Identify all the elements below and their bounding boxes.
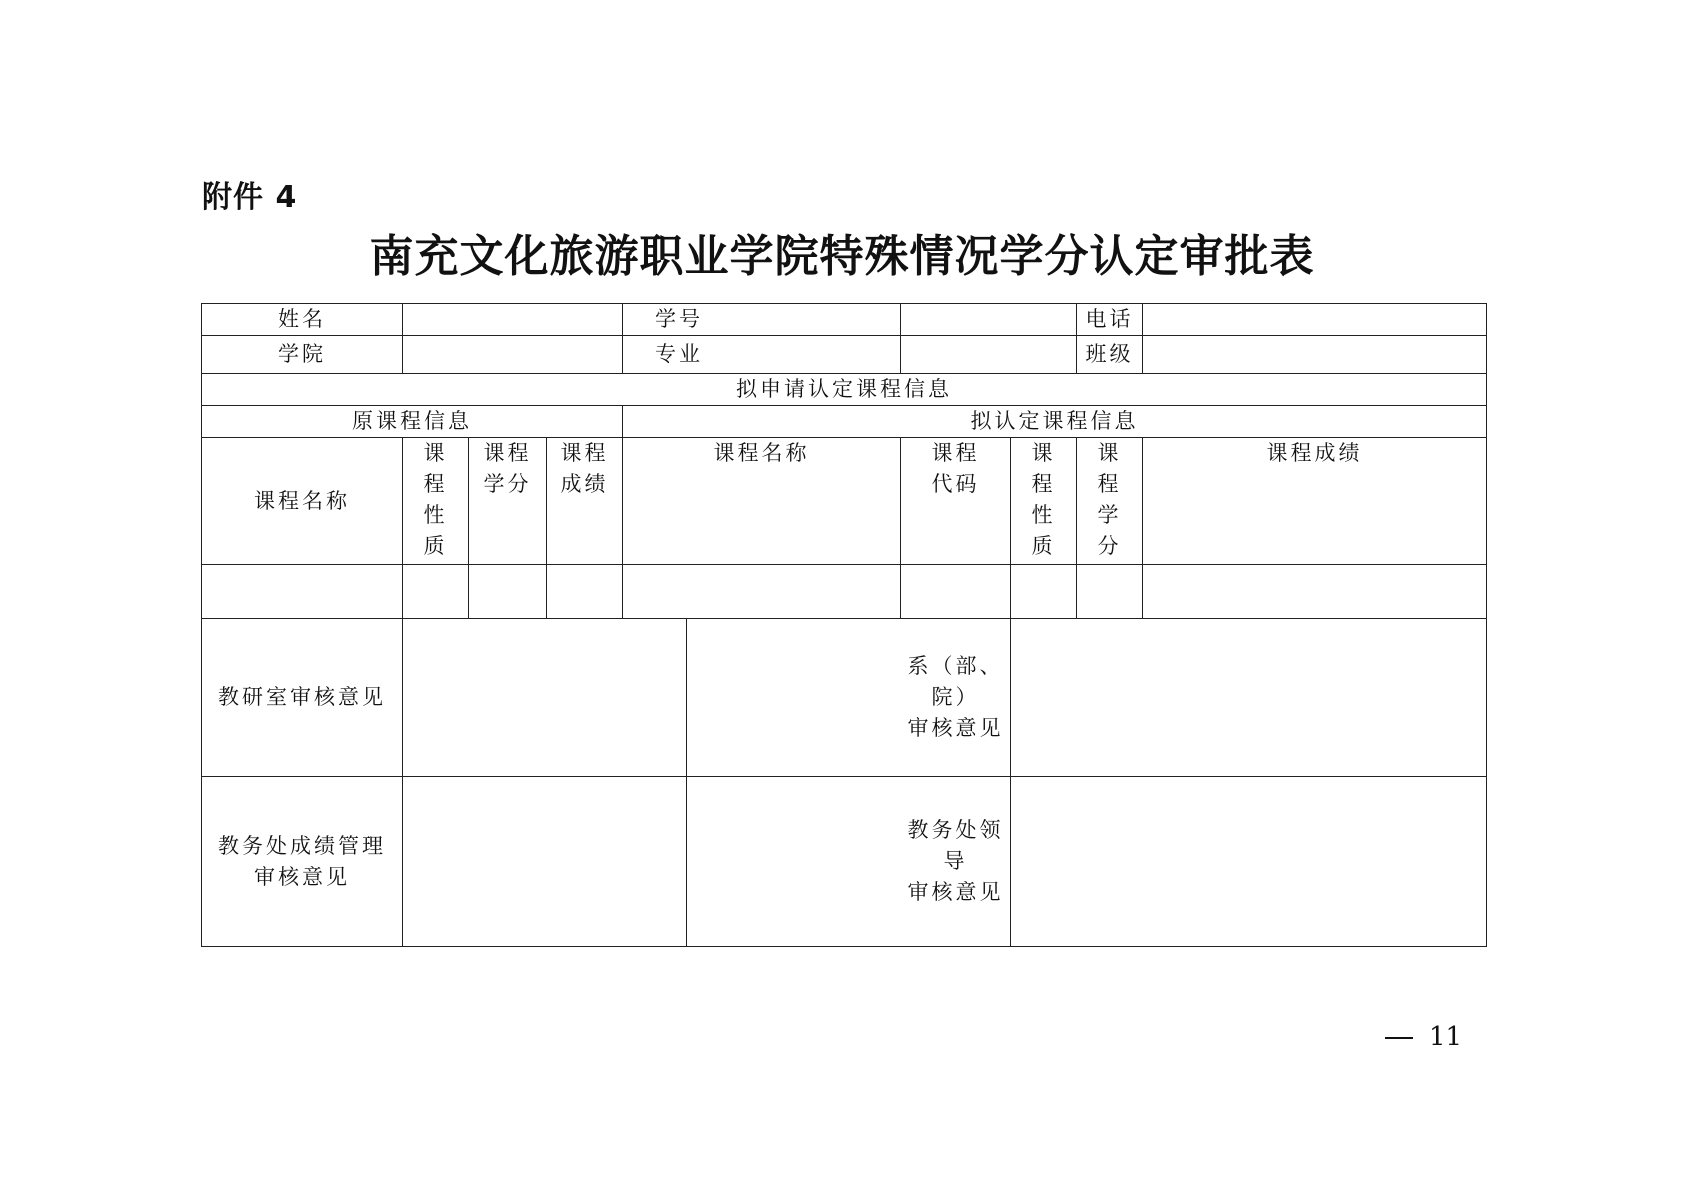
academic-leader-review-line1: 教务处领导	[907, 818, 1004, 873]
target-col-code: 课程代码	[901, 438, 1011, 565]
student-row-1	[202, 304, 1487, 336]
college-label: 学院	[202, 336, 403, 374]
department-review-label	[687, 619, 1011, 777]
target-course-score-cell[interactable]	[1143, 565, 1487, 619]
page-title: 南充文化旅游职业学院特殊情况学分认定审批表	[369, 231, 1315, 282]
class-label: 班级	[1077, 336, 1143, 374]
approval-form-table	[201, 303, 1487, 947]
phone-field[interactable]	[1143, 304, 1487, 336]
original-col-nature: 课程性质	[403, 438, 469, 565]
attachment-label: 附件 4	[202, 180, 298, 215]
grade-management-review-line1: 教务处成绩管理	[218, 833, 386, 858]
department-review-line1: 系（部、院）	[907, 654, 1004, 709]
course-section-heading: 拟申请认定课程信息	[202, 374, 1487, 406]
page-number	[1385, 1022, 1462, 1052]
student-row-2	[202, 336, 1487, 374]
original-course-credit-cell[interactable]	[469, 565, 547, 619]
department-review-line2: 审核意见	[907, 716, 1004, 740]
approval-row-2	[202, 777, 1487, 947]
class-field[interactable]	[1143, 336, 1487, 374]
name-field[interactable]	[403, 304, 623, 336]
student-id-label: 学号	[623, 304, 901, 336]
name-label: 姓名	[202, 304, 403, 336]
course-data-row	[202, 565, 1487, 619]
original-col-credit: 课程学分	[469, 438, 547, 565]
teaching-office-review-label	[202, 619, 403, 777]
course-column-header-row	[202, 438, 1487, 565]
major-label: 专业	[623, 336, 901, 374]
academic-leader-review-line2: 审核意见	[907, 880, 1004, 904]
target-course-credit-cell[interactable]	[1077, 565, 1143, 619]
department-review-field[interactable]	[1011, 619, 1487, 777]
course-subheading-row	[202, 406, 1487, 438]
target-col-credit: 课程学分	[1077, 438, 1143, 565]
phone-label: 电话	[1077, 304, 1143, 336]
target-col-nature: 课程性质	[1011, 438, 1077, 565]
target-course-name-cell[interactable]	[623, 565, 901, 619]
original-col-score: 课程成绩	[547, 438, 623, 565]
academic-leader-review-label	[687, 777, 1011, 947]
approval-row-1	[202, 619, 1487, 777]
grade-management-review-field[interactable]	[403, 777, 687, 947]
student-id-field[interactable]	[901, 304, 1077, 336]
original-course-name-cell[interactable]	[202, 565, 403, 619]
original-course-nature-cell[interactable]	[403, 565, 469, 619]
teaching-office-review-field[interactable]	[403, 619, 687, 777]
academic-leader-review-field[interactable]	[1011, 777, 1487, 947]
target-col-score: 课程成绩	[1143, 438, 1487, 565]
grade-management-review-line2: 审核意见	[254, 864, 350, 889]
major-field[interactable]	[901, 336, 1077, 374]
course-section-row	[202, 374, 1487, 406]
college-field[interactable]	[403, 336, 623, 374]
original-course-score-cell[interactable]	[547, 565, 623, 619]
page-dash	[1385, 1037, 1413, 1039]
page-number-text: 11	[1429, 1022, 1463, 1052]
teaching-office-review-text: 教研室审核意见	[218, 685, 386, 709]
target-col-name: 课程名称	[623, 438, 901, 565]
target-course-code-cell[interactable]	[901, 565, 1011, 619]
original-col-name: 课程名称	[202, 438, 403, 565]
target-course-nature-cell[interactable]	[1011, 565, 1077, 619]
target-course-heading: 拟认定课程信息	[623, 406, 1487, 438]
grade-management-review-label	[202, 777, 403, 947]
original-course-heading: 原课程信息	[202, 406, 623, 438]
